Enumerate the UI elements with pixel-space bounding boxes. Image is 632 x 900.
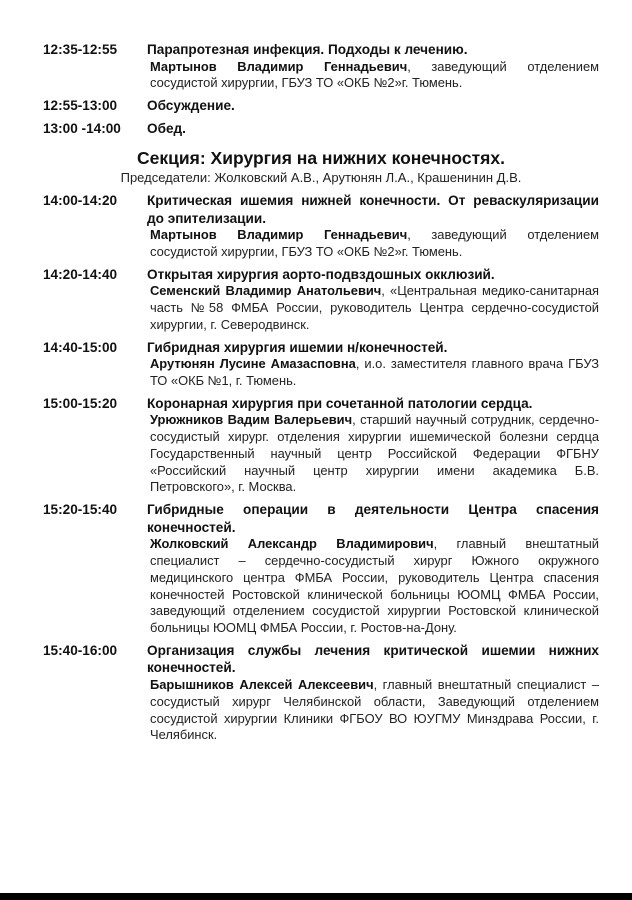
entry-speaker-info bbox=[150, 536, 599, 637]
entry-body bbox=[147, 266, 599, 334]
program-entry bbox=[43, 339, 599, 390]
section-chairs: Председатели: Жолковский А.В., Арутюнян Л.А., Крашенинин Д.В. bbox=[120, 170, 522, 186]
entry-speaker-info bbox=[150, 59, 599, 93]
program-entry bbox=[43, 266, 599, 334]
speaker-name: Мартынов Владимир Геннадьевич bbox=[150, 58, 408, 74]
entry-time: 14:20-14:40 bbox=[43, 266, 118, 282]
program-entry bbox=[43, 41, 599, 92]
program-entry bbox=[43, 642, 599, 744]
program-entry bbox=[43, 501, 599, 637]
pre-section-entries bbox=[43, 41, 599, 137]
speaker-details: , заведующий отделением сосудистой хирургии, ГБУЗ ТО «ОКБ №2»г. Тюмень. bbox=[150, 58, 599, 91]
entry-time: 12:35-12:55 bbox=[43, 42, 118, 57]
entry-speaker-info bbox=[150, 227, 599, 261]
speaker-name: Семенский Владимир Анатольевич bbox=[150, 283, 382, 299]
entry-time: 12:55-13:00 bbox=[43, 98, 118, 114]
entry-body bbox=[147, 501, 599, 637]
entry-time: 15:00-15:20 bbox=[43, 395, 118, 411]
entry-body bbox=[147, 339, 599, 390]
entry-time: 13:00 -14:00 bbox=[43, 120, 121, 136]
entry-time: 14:40-15:00 bbox=[43, 339, 118, 355]
entry-title: Гибридная хирургия ишемии н/конечностей. bbox=[147, 339, 448, 355]
entry-title: Организация службы лечения критической ишемии нижних конечностей. bbox=[147, 642, 599, 676]
entry-time: 15:20-15:40 bbox=[43, 502, 118, 518]
entry-title: Обсуждение. bbox=[147, 98, 235, 114]
section-header bbox=[43, 147, 599, 186]
entry-body bbox=[147, 97, 599, 115]
speaker-details: , главный внештатный специалист – сосудистый хирург Челябинской области, Заведующий отделением сосудистой хирургии Клиники ФГБОУ ВО ЮУГМУ Минздрава России, г. Челябинск. bbox=[150, 676, 599, 743]
speaker-name: Арутюнян Лусине Амазасповна bbox=[150, 356, 356, 372]
program-entry bbox=[43, 120, 599, 138]
entry-speaker-info bbox=[150, 677, 599, 744]
speaker-name: Мартынов Владимир Геннадьевич bbox=[150, 227, 408, 243]
entry-title: Критическая ишемия нижней конечности. От реваскуляризации до эпителизации. bbox=[147, 193, 599, 226]
entry-speaker-info bbox=[150, 283, 599, 333]
entry-body bbox=[147, 120, 599, 138]
program-entry bbox=[43, 192, 599, 261]
section-entries bbox=[43, 192, 599, 744]
entry-speaker-info bbox=[150, 412, 599, 496]
speaker-details: , и.о. заместителя главного врача ГБУЗ ТО «ОКБ №1, г. Тюмень. bbox=[150, 356, 600, 388]
entry-body bbox=[147, 192, 599, 261]
entry-title: Парапротезная инфекция. Подходы к лечению. bbox=[147, 42, 468, 57]
speaker-details: , старший научный сотрудник, сердечно-сосудистый хирург. отделения хирургии ишемической болезни сердца Государственный научный центр Российской Федерации ФГБНУ «Российский научный центр хирургии имени академика Б.В. Петровского», г. Москва. bbox=[150, 412, 599, 495]
entry-title: Обед. bbox=[147, 120, 186, 136]
entry-body bbox=[147, 41, 599, 92]
speaker-details: , «Центральная медико-санитарная часть №58 ФМБА России, руководитель Центра сердечно-сосудистой хирургии, г. Северодвинск. bbox=[150, 283, 599, 332]
entry-title: Гибридные операции в деятельности Центра спасения конечностей. bbox=[147, 502, 599, 535]
speaker-name: Барышников Алексей Алексеевич bbox=[150, 676, 374, 692]
bottom-border bbox=[0, 893, 632, 900]
entry-body bbox=[147, 642, 599, 744]
entry-speaker-info bbox=[150, 356, 599, 390]
entry-time: 15:40-16:00 bbox=[43, 642, 118, 658]
entry-title: Коронарная хирургия при сочетанной патологии сердца. bbox=[147, 395, 533, 411]
entry-title: Открытая хирургия аорто-подвздошных окклюзий. bbox=[147, 266, 495, 282]
speaker-details: , главный внештатный специалист – сердечно-сосудистый хирург Южного окружного медицинского центра ФМБА России, руководитель Центра спасения конечностей Ростовской клинической больницы ЮОМЦ ФМБА России, заведующий отделением сосудистой хирургии Ростовской клинической больницы ЮОМЦ ФМБА России, г. Ростов-на-Дону. bbox=[150, 536, 599, 636]
speaker-name: Урюжников Вадим Валерьевич bbox=[150, 412, 353, 428]
speaker-name: Жолковский Александр Владимирович bbox=[150, 536, 434, 552]
entry-body bbox=[147, 395, 599, 496]
program-entry bbox=[43, 97, 599, 115]
program-page bbox=[43, 41, 599, 749]
speaker-details: , заведующий отделением сосудистой хирургии, ГБУЗ ТО «ОКБ №2»г. Тюмень. bbox=[150, 227, 599, 259]
program-entry bbox=[43, 395, 599, 496]
section-title: Секция: Хирургия на нижних конечностях. bbox=[137, 148, 505, 169]
entry-time: 14:00-14:20 bbox=[43, 193, 118, 209]
